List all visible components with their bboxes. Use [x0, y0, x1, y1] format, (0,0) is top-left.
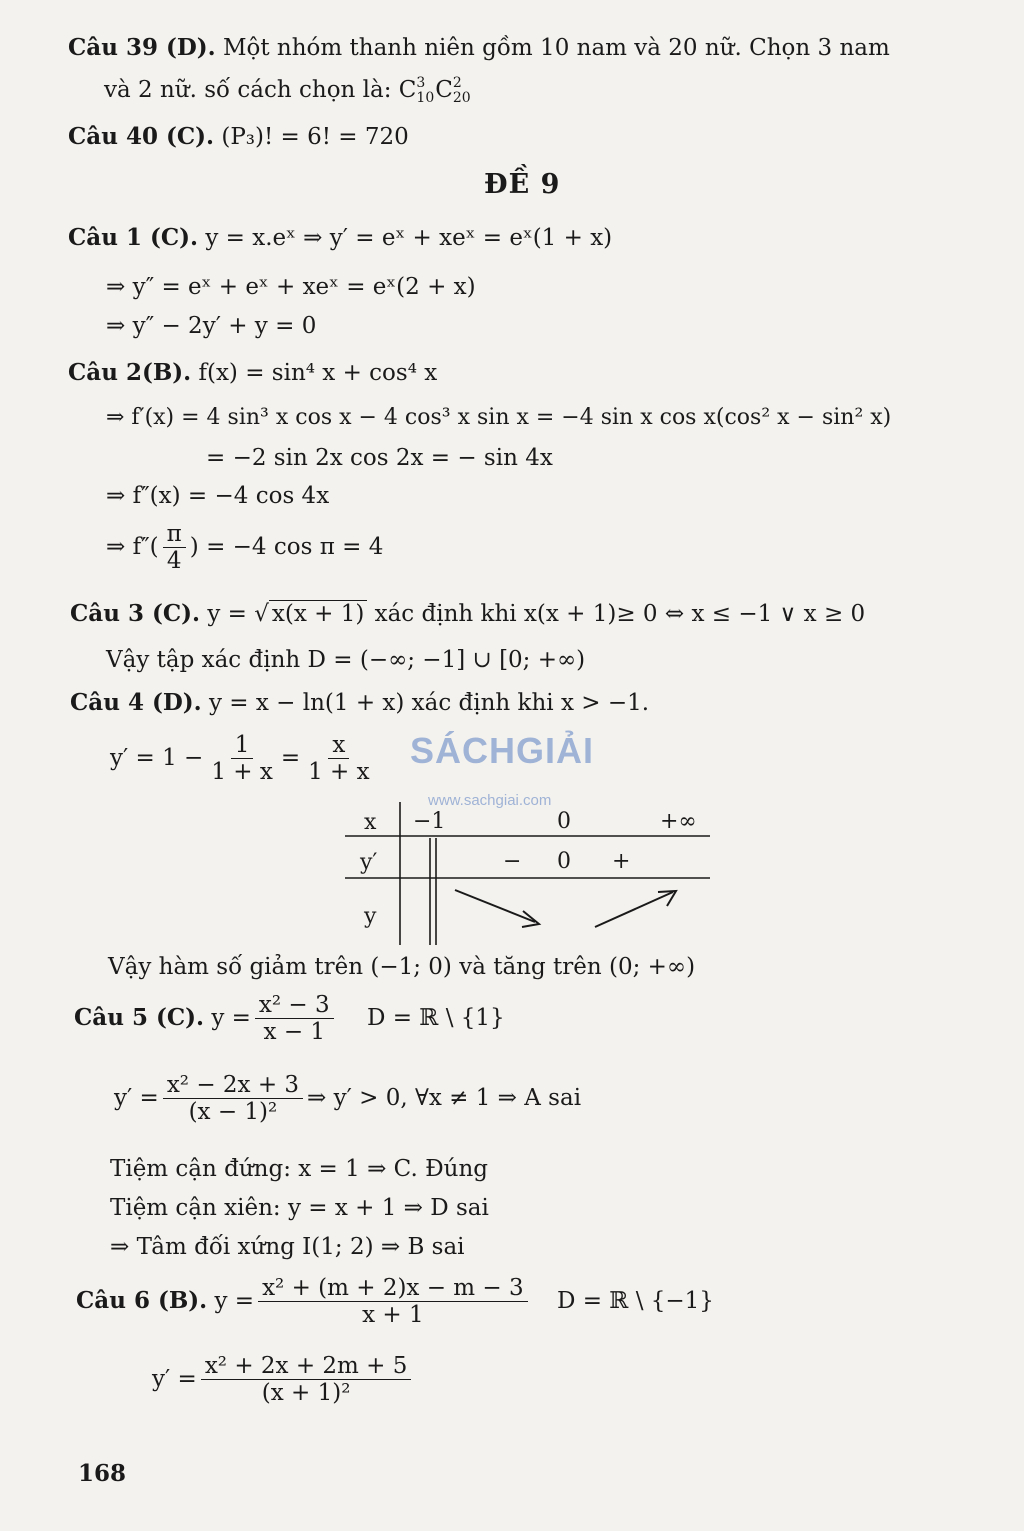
q5-l5: ⇒ Tâm đối xứng I(1; 2) ⇒ B sai — [110, 1234, 465, 1260]
table-y-label: y — [364, 904, 377, 929]
q2-l1: f(x) = sin⁴ x + cos⁴ x — [198, 360, 438, 386]
q1-l2: ⇒ y″ = eˣ + eˣ + xeˣ = eˣ(2 + x) — [106, 274, 476, 300]
watermark-logo: SÁCHGIẢI — [410, 730, 595, 771]
table-sign-plus: + — [612, 849, 631, 874]
page-number: 168 — [78, 1460, 127, 1487]
q1-l3: ⇒ y″ − 2y′ + y = 0 — [106, 313, 317, 339]
q2-pi-fraction: $\frac{\pi}{4}$ — [163, 521, 186, 575]
section-title: ĐỀ 9 — [484, 169, 561, 200]
q4-line1: Câu 4 (D). y = x − ln(1 + x) xác định khi x > −1. — [70, 689, 650, 716]
table-sign-minus: − — [503, 849, 522, 874]
q3-l2: Vậy tập xác định D = (−∞; −1] ∪ [0; +∞) — [106, 647, 586, 673]
watermark-url: www.sachgiai.com — [428, 792, 552, 809]
arrow-down-icon — [455, 890, 535, 922]
q6-line1: Câu 6 (B). y = $\frac{\text{x² + (m + 2)x − m − 3}}{x + 1}$ D = ℝ \ {−1} — [76, 1275, 714, 1329]
q39-line2 — [104, 75, 472, 106]
q4-derivative: y′ = 1 − $\frac{1}{1 + x}$ = $\frac{x}{1 + x}$ — [110, 732, 370, 786]
q3-condition: xác định khi x(x + 1)≥ 0 ⇔ x ≤ −1 ∨ x ≥ 0 — [374, 601, 866, 627]
q5-derivative: y′ = $\frac{\text{x² − 2x + 3}}{\text{(x − 1)²}}$ ⇒ y′ > 0, ∀x ≠ 1 ⇒ A sai — [114, 1072, 582, 1126]
table-zero: 0 — [557, 849, 571, 874]
q39-text2: và 2 nữ. số cách chọn là: — [104, 77, 392, 103]
q5-label: Câu 5 (C). — [74, 1003, 205, 1031]
q2-label: Câu 2(B). — [68, 359, 192, 386]
q39-text1: Một nhóm thanh niên gồm 10 nam và 20 nữ. Chọn 3 nam — [222, 35, 890, 61]
q1-label: Câu 1 (C). — [68, 224, 199, 251]
q40-text: (P₃)! = 6! = 720 — [221, 124, 409, 150]
table-x-val3: +∞ — [660, 809, 697, 834]
q3-sqrt: √ x(x + 1) — [254, 600, 367, 627]
q39-combination: C 3 10 C 2 20 — [398, 75, 471, 106]
q1-line1 — [68, 223, 612, 253]
q6-derivative: y′ = $\frac{\text{x² + 2x + 2m + 5}}{\text{(x + 1)²}}$ — [152, 1353, 415, 1407]
arrow-up-icon — [595, 892, 673, 927]
q4-conclusion: Vậy hàm số giảm trên (−1; 0) và tăng trên (0; +∞) — [108, 954, 696, 980]
q2-l4: ⇒ f″(x) = −4 cos 4x — [106, 483, 330, 509]
table-x-val2: 0 — [557, 809, 571, 834]
table-x-label: x — [364, 810, 377, 835]
table-x-val1: −1 — [413, 809, 446, 834]
q4-label: Câu 4 (D). — [70, 689, 202, 716]
q1-l1: y = x.eˣ ⇒ y′ = eˣ + xeˣ = eˣ(1 + x) — [205, 225, 613, 251]
q3-line1: Câu 3 (C). y = √ x(x + 1) xác định khi x(x + 1)≥ 0 ⇔ x ≤ −1 ∨ x ≥ 0 — [70, 600, 866, 627]
q5-domain: D = ℝ \ {1} — [366, 1004, 505, 1031]
q40-label: Câu 40 (C). — [68, 123, 215, 150]
q40-line — [68, 122, 409, 152]
q39-label: Câu 39 (D). — [68, 34, 216, 61]
variation-table — [340, 800, 720, 950]
q3-label: Câu 3 (C). — [70, 600, 201, 627]
q5-l4: Tiệm cận xiên: y = x + 1 ⇒ D sai — [110, 1195, 489, 1221]
q39-line1 — [68, 33, 890, 63]
q6-domain: D = ℝ \ {−1} — [556, 1287, 714, 1314]
q2-line1 — [68, 358, 437, 388]
q2-l2: ⇒ f′(x) = 4 sin³ x cos x − 4 cos³ x sin x = −4 sin x cos x(cos² x − sin² x) — [106, 405, 892, 430]
q5-line1: Câu 5 (C). y = $\frac{\text{x² − 3}}{x - 1}$ D = ℝ \ {1} — [74, 992, 505, 1046]
q2-l5: ⇒ f″( $\frac{\pi}{4}$ ) = −4 cos π = 4 — [106, 521, 384, 575]
table-yprime-label: y′ — [360, 850, 378, 875]
q5-l3: Tiệm cận đứng: x = 1 ⇒ C. Đúng — [110, 1156, 488, 1182]
q6-label: Câu 6 (B). — [76, 1286, 208, 1314]
q2-l3: = −2 sin 2x cos 2x = − sin 4x — [206, 445, 553, 471]
